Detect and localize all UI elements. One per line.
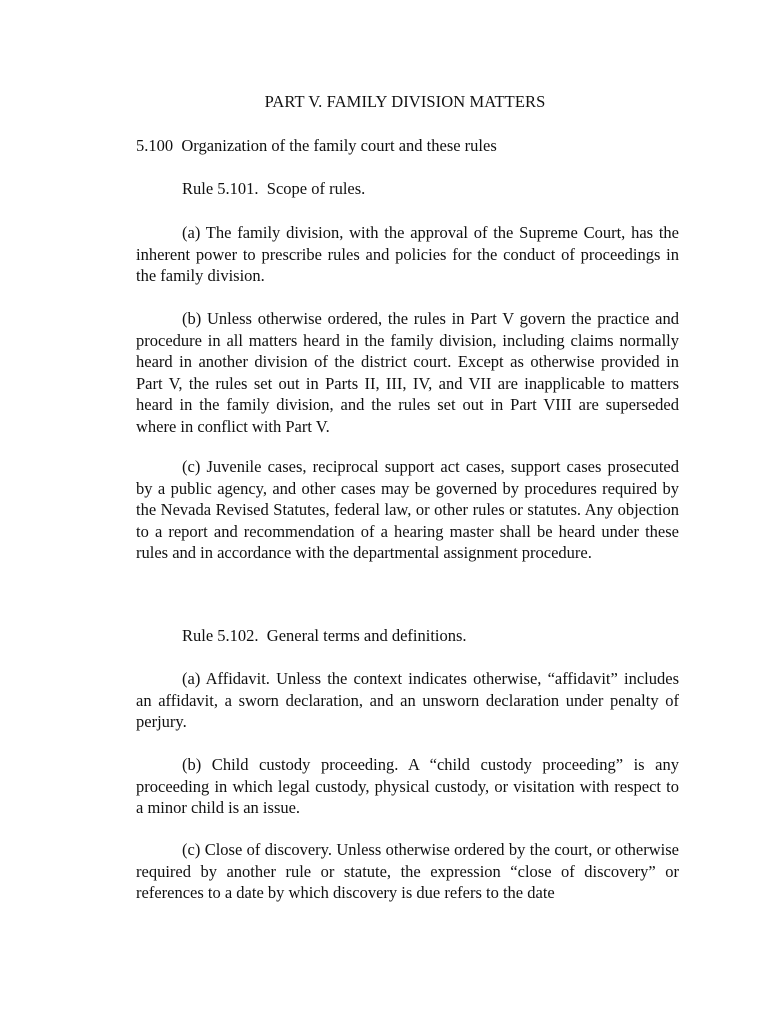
paragraph-5-101-b: (b) Unless otherwise ordered, the rules in Part V govern the practice and procedure in all matters heard in the family division, including claims normally heard in another division of the district court. Except as otherwise provided in Part V, the rules set out in Parts II, III, IV, and VII are inapplicable to matters heard in the family division, and the rules set out in Part VIII are superseded where in conflict with Part V. xyxy=(136,309,679,436)
paragraph-5-101-a: (a) The family division, with the approval of the Supreme Court, has the inherent power to prescribe rules and policies for the conduct of proceedings in the family division. xyxy=(136,223,679,286)
part-title: PART V. FAMILY DIVISION MATTERS xyxy=(264,92,546,111)
rule-heading-5-102: Rule 5.102. General terms and definitions. xyxy=(182,626,467,645)
paragraph-5-102-a: (a) Affidavit. Unless the context indicates otherwise, “affidavit” includes an affidavit, a sworn declaration, and an unsworn declaration under penalty of perjury. xyxy=(136,669,679,732)
paragraph-5-102-b: (b) Child custody proceeding. A “child custody proceeding” is any proceeding in which legal custody, physical custody, or visitation with respect to a minor child is an issue. xyxy=(136,755,679,818)
section-heading: 5.100 Organization of the family court and these rules xyxy=(136,136,497,155)
rule-heading-5-101: Rule 5.101. Scope of rules. xyxy=(182,179,366,198)
paragraph-5-101-c: (c) Juvenile cases, reciprocal support act cases, support cases prosecuted by a public agency, and other cases may be governed by procedures required by the Nevada Revised Statutes, federal law, or other rules or statutes. Any objection to a report and recommendation of a hearing master shall be heard under these rules and in accordance with the departmental assignment procedure. xyxy=(136,457,679,563)
paragraph-5-102-c: (c) Close of discovery. Unless otherwise ordered by the court, or otherwise required by another rule or statute, the expression “close of discovery” or references to a date by which discovery is due refers to the date xyxy=(136,840,679,903)
